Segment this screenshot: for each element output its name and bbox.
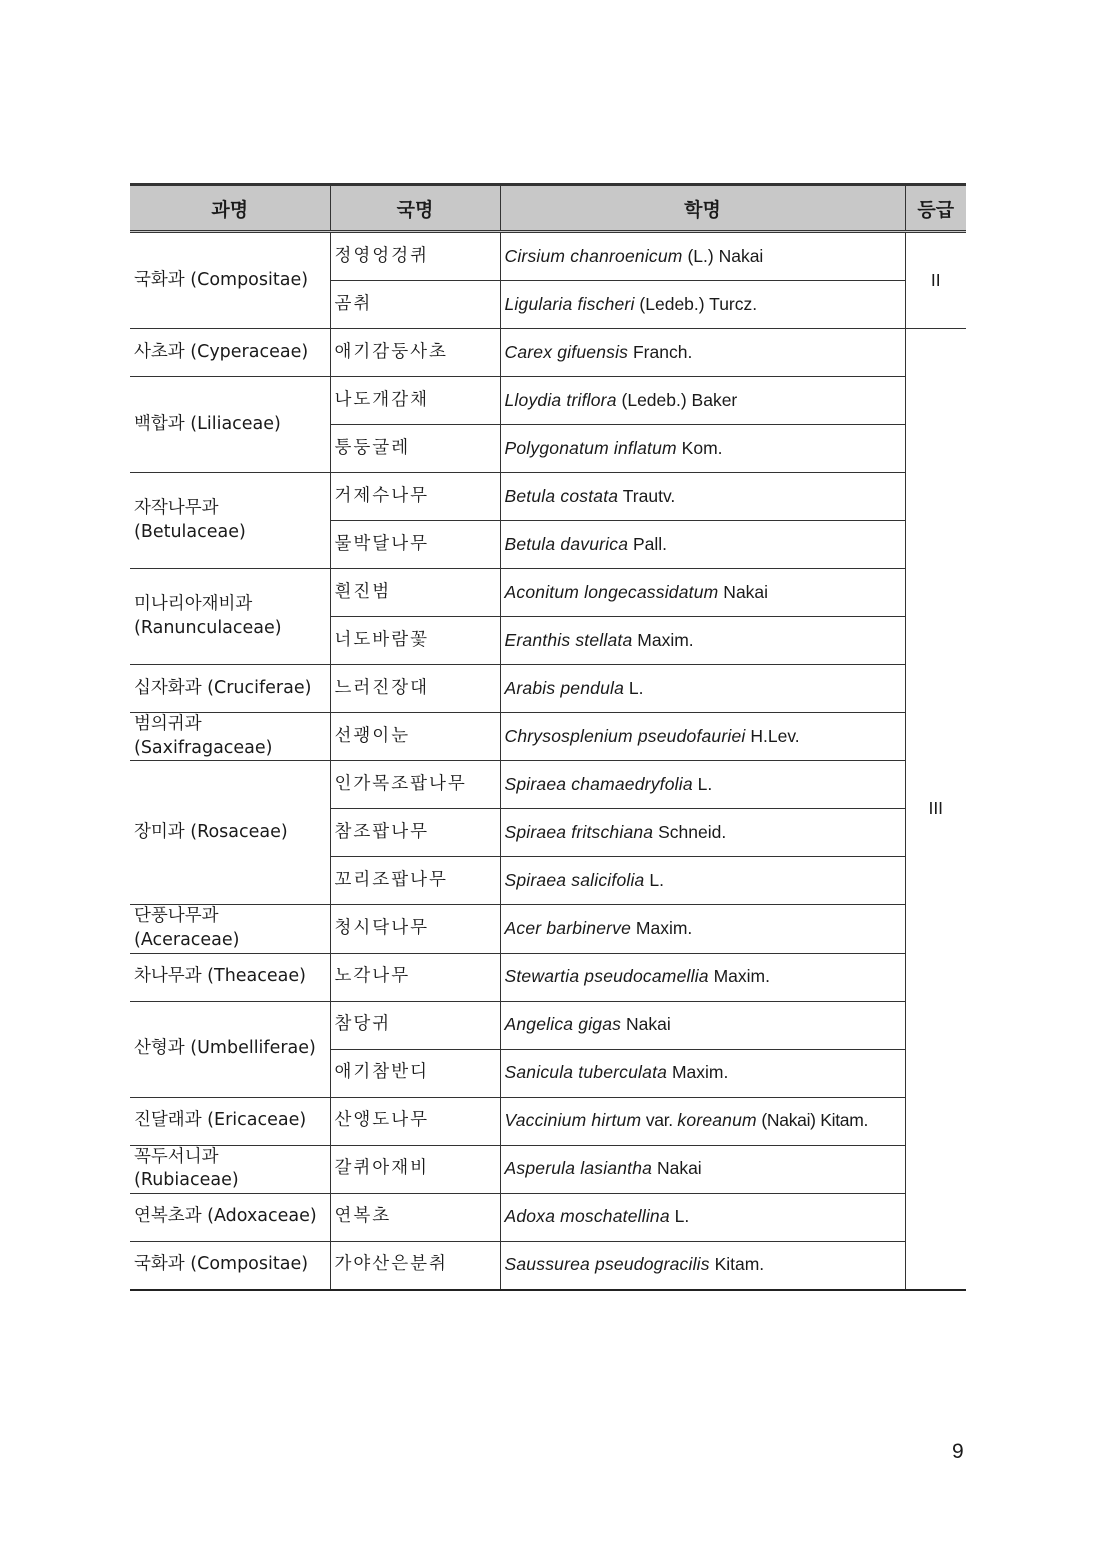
family-cell: 사초과 (Cyperaceae) xyxy=(130,329,330,377)
table-row xyxy=(130,569,966,617)
table-row xyxy=(130,377,966,425)
family-cell: 차나무과 (Theaceae) xyxy=(130,953,330,1001)
header-scientific-name: 학명 xyxy=(500,185,905,232)
scientific-name-italic: Stewartia pseudocamellia xyxy=(504,966,709,987)
scientific-name-cell xyxy=(500,281,905,329)
scientific-name-author: var. xyxy=(641,1110,678,1131)
table-row xyxy=(130,1145,966,1193)
korean-name-cell: 애기감둥사초 xyxy=(330,329,500,377)
korean-name-cell: 거제수나무 xyxy=(330,473,500,521)
table-row xyxy=(130,1001,966,1049)
scientific-name-author: Maxim. xyxy=(631,918,693,939)
scientific-name-author: Kom. xyxy=(676,437,723,458)
scientific-name-italic: Vaccinium hirtum xyxy=(504,1110,642,1131)
page-number: 9 xyxy=(952,1440,964,1463)
scientific-name-author: (L.) Nakai xyxy=(682,245,764,266)
scientific-name-author: Pall. xyxy=(628,533,668,554)
scientific-name-italic: Acer barbinerve xyxy=(504,918,632,939)
family-cell: 산형과 (Umbelliferae) xyxy=(130,1001,330,1097)
korean-name-cell: 노각나무 xyxy=(330,953,500,1001)
scientific-name-cell xyxy=(500,617,905,665)
korean-name-cell: 꼬리조팝나무 xyxy=(330,857,500,905)
table-row xyxy=(130,1193,966,1241)
species-table xyxy=(130,183,966,1291)
korean-name-cell: 나도개감채 xyxy=(330,377,500,425)
family-cell: 국화과 (Compositae) xyxy=(130,1241,330,1290)
header-grade: 등급 xyxy=(905,185,966,232)
scientific-name-author: Nakai xyxy=(621,1014,671,1035)
korean-name-cell: 연복초 xyxy=(330,1193,500,1241)
scientific-name-cell xyxy=(500,569,905,617)
scientific-name-italic: Lloydia triflora xyxy=(504,389,617,410)
scientific-name-italic-variety: koreanum xyxy=(677,1110,757,1131)
scientific-name-cell xyxy=(500,1001,905,1049)
korean-name-cell: 느러진장대 xyxy=(330,665,500,713)
table-row xyxy=(130,713,966,761)
scientific-name-italic: Chrysosplenium pseudofauriei xyxy=(504,725,746,746)
scientific-name-italic: Cirsium chanroenicum xyxy=(504,245,683,266)
family-cell: 미나리아재비과 (Ranunculaceae) xyxy=(130,569,330,665)
korean-name-cell: 참조팝나무 xyxy=(330,809,500,857)
family-cell: 진달래과 (Ericaceae) xyxy=(130,1097,330,1145)
scientific-name-italic: Adoxa moschatellina xyxy=(504,1206,670,1227)
scientific-name-author: Trautv. xyxy=(618,485,676,506)
scientific-name-cell xyxy=(500,1097,905,1145)
scientific-name-author: Maxim. xyxy=(632,629,694,650)
family-cell: 백합과 (Liliaceae) xyxy=(130,377,330,473)
scientific-name-italic: Eranthis stellata xyxy=(504,629,633,650)
scientific-name-cell xyxy=(500,1193,905,1241)
scientific-name-cell xyxy=(500,329,905,377)
scientific-name-italic: Saussurea pseudogracilis xyxy=(504,1254,710,1275)
family-cell: 장미과 (Rosaceae) xyxy=(130,761,330,905)
scientific-name-italic: Aconitum longecassidatum xyxy=(504,581,719,602)
scientific-name-cell xyxy=(500,473,905,521)
scientific-name-author: L. xyxy=(669,1206,690,1227)
table-header xyxy=(130,185,966,232)
table-row xyxy=(130,905,966,953)
korean-name-cell: 물박달나무 xyxy=(330,521,500,569)
header-korean-name: 국명 xyxy=(330,185,500,232)
korean-name-cell: 가야산은분취 xyxy=(330,1241,500,1290)
korean-name-cell: 정영엉겅퀴 xyxy=(330,232,500,281)
korean-name-cell: 인가목조팝나무 xyxy=(330,761,500,809)
scientific-name-cell xyxy=(500,1145,905,1193)
scientific-name-italic: Betula davurica xyxy=(504,533,629,554)
korean-name-cell: 청시닥나무 xyxy=(330,905,500,953)
header-family: 과명 xyxy=(130,185,330,232)
table-row xyxy=(130,1241,966,1290)
scientific-name-italic: Ligularia fischeri xyxy=(504,293,635,314)
scientific-name-italic: Spiraea chamaedryfolia xyxy=(504,773,693,794)
scientific-name-cell xyxy=(500,713,905,761)
scientific-name-author: L. xyxy=(644,869,664,890)
korean-name-cell: 갈퀴아재비 xyxy=(330,1145,500,1193)
scientific-name-author: Franch. xyxy=(628,341,693,362)
header-row xyxy=(130,185,966,232)
scientific-name-cell xyxy=(500,1241,905,1290)
scientific-name-cell xyxy=(500,521,905,569)
scientific-name-author: (Ledeb.) Turcz. xyxy=(634,293,758,314)
scientific-name-author: L. xyxy=(692,773,713,794)
grade-cell: III xyxy=(905,329,966,1290)
korean-name-cell: 애기참반디 xyxy=(330,1049,500,1097)
scientific-name-italic: Polygonatum inflatum xyxy=(504,437,677,458)
scientific-name-cell xyxy=(500,809,905,857)
table-row xyxy=(130,1097,966,1145)
table-row xyxy=(130,761,966,809)
family-cell: 십자화과 (Cruciferae) xyxy=(130,665,330,713)
korean-name-cell: 산앵도나무 xyxy=(330,1097,500,1145)
family-cell: 연복초과 (Adoxaceae) xyxy=(130,1193,330,1241)
scientific-name-author-variety: (Nakai) Kitam. xyxy=(756,1110,869,1131)
scientific-name-cell xyxy=(500,1049,905,1097)
family-cell: 단풍나무과 (Aceraceae) xyxy=(130,905,330,953)
scientific-name-author: Maxim. xyxy=(708,966,770,987)
korean-name-cell: 참당귀 xyxy=(330,1001,500,1049)
scientific-name-author: H.Lev. xyxy=(745,725,800,746)
scientific-name-author: L. xyxy=(624,677,644,698)
scientific-name-author: Schneid. xyxy=(653,821,727,842)
scientific-name-author: Nakai xyxy=(652,1158,702,1179)
table-body xyxy=(130,232,966,1290)
family-cell: 범의귀과 (Saxifragaceae) xyxy=(130,713,330,761)
scientific-name-italic: Betula costata xyxy=(504,485,619,506)
korean-name-cell: 퉁둥굴레 xyxy=(330,425,500,473)
table-row xyxy=(130,665,966,713)
scientific-name-italic: Spiraea fritschiana xyxy=(504,821,654,842)
scientific-name-author: (Ledeb.) Baker xyxy=(616,389,738,410)
scientific-name-author: Kitam. xyxy=(709,1254,765,1275)
korean-name-cell: 흰진범 xyxy=(330,569,500,617)
korean-name-cell: 너도바람꽃 xyxy=(330,617,500,665)
table-row xyxy=(130,329,966,377)
scientific-name-cell xyxy=(500,905,905,953)
scientific-name-cell xyxy=(500,857,905,905)
scientific-name-italic: Spiraea salicifolia xyxy=(504,869,645,890)
scientific-name-italic: Angelica gigas xyxy=(504,1014,622,1035)
scientific-name-italic: Asperula lasiantha xyxy=(504,1158,653,1179)
scientific-name-author: Nakai xyxy=(718,581,769,602)
table-row xyxy=(130,473,966,521)
family-cell: 자작나무과 (Betulaceae) xyxy=(130,473,330,569)
scientific-name-cell xyxy=(500,232,905,281)
table-row xyxy=(130,953,966,1001)
scientific-name-italic: Sanicula tuberculata xyxy=(504,1062,668,1083)
table-row xyxy=(130,232,966,281)
scientific-name-italic: Arabis pendula xyxy=(504,677,625,698)
family-cell: 국화과 (Compositae) xyxy=(130,232,330,329)
scientific-name-author: Maxim. xyxy=(667,1062,729,1083)
scientific-name-cell xyxy=(500,665,905,713)
scientific-name-cell xyxy=(500,377,905,425)
korean-name-cell: 선괭이눈 xyxy=(330,713,500,761)
korean-name-cell: 곰취 xyxy=(330,281,500,329)
scientific-name-cell xyxy=(500,425,905,473)
grade-cell: II xyxy=(905,232,966,329)
scientific-name-cell xyxy=(500,953,905,1001)
scientific-name-italic: Carex gifuensis xyxy=(504,341,629,362)
family-cell: 꼭두서니과 (Rubiaceae) xyxy=(130,1145,330,1193)
scientific-name-cell xyxy=(500,761,905,809)
